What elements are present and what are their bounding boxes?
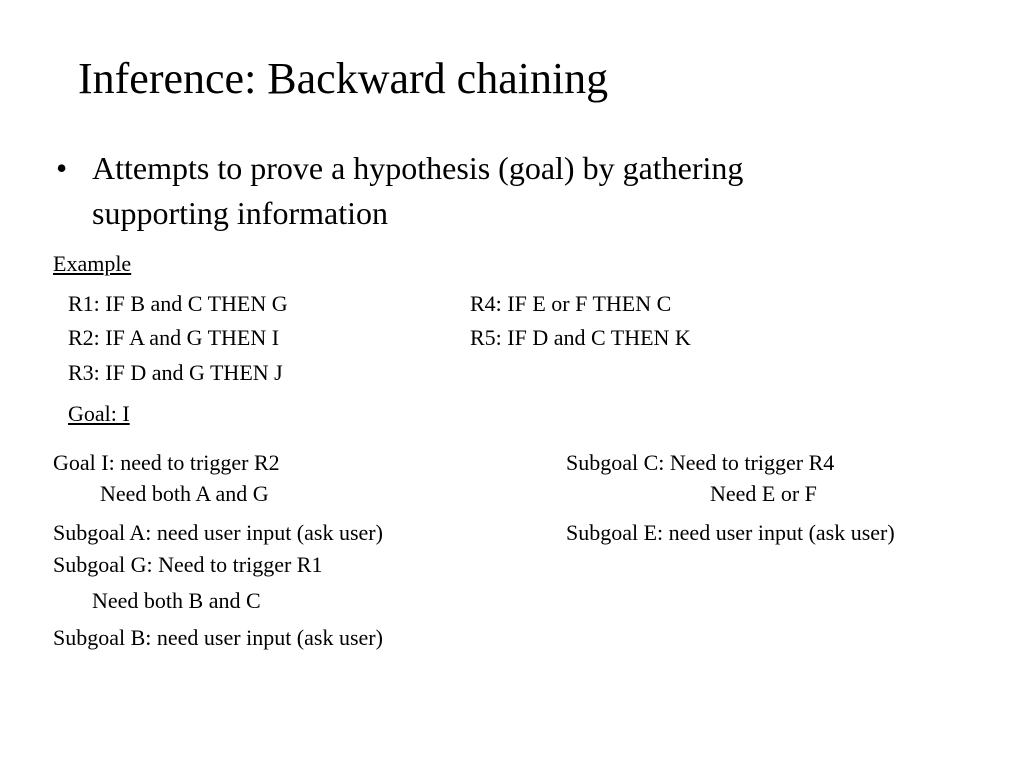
example-label: Example [53, 251, 132, 276]
rule-r5: R5: IF D and C THEN K [470, 325, 691, 350]
rule-r4: R4: IF E or F THEN C [470, 291, 672, 316]
subgoal-c-detail: Need E or F [710, 481, 817, 506]
goal-i-detail: Need both A and G [100, 481, 269, 506]
goal-label: Goal: I [68, 401, 130, 426]
bullet-line-1: Attempts to prove a hypothesis (goal) by gathering [92, 150, 744, 186]
rule-r3: R3: IF D and G THEN J [68, 360, 283, 385]
subgoal-a-step: Subgoal A: need user input (ask user) [53, 520, 383, 545]
rule-r2: R2: IF A and G THEN I [68, 325, 280, 350]
bullet-line-2: supporting information [92, 195, 388, 231]
subgoal-e-step: Subgoal E: need user input (ask user) [566, 520, 895, 545]
slide-title: Inference: Backward chaining [78, 54, 609, 103]
subgoal-g-step: Subgoal G: Need to trigger R1 [53, 552, 323, 577]
bullet-text [92, 146, 743, 236]
rule-r1: R1: IF B and C THEN G [68, 291, 288, 316]
bullet-dot: • [56, 150, 68, 186]
subgoal-g-detail: Need both B and C [92, 588, 261, 613]
subgoal-b-step: Subgoal B: need user input (ask user) [53, 625, 383, 650]
goal-i-step: Goal I: need to trigger R2 [53, 450, 280, 475]
subgoal-c-step: Subgoal C: Need to trigger R4 [566, 450, 835, 475]
